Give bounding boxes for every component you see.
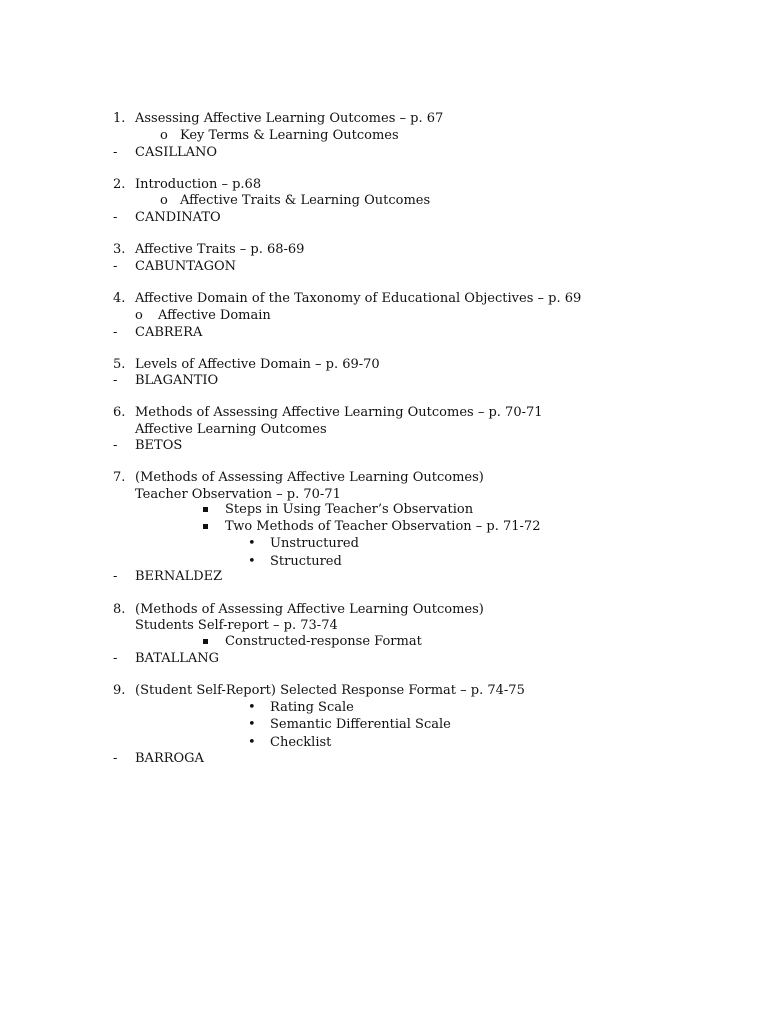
assignee-name: BETOS xyxy=(135,438,183,453)
item-number: 8. xyxy=(113,602,126,617)
item-number: 7. xyxy=(113,470,126,485)
dash-marker: - xyxy=(113,651,118,666)
dash-marker: - xyxy=(113,145,118,160)
assignee-name: CABUNTAGON xyxy=(135,259,236,274)
sub-item: Affective Domain xyxy=(158,308,271,323)
item-title: Affective Domain of the Taxonomy of Educational Objectives – p. 69 xyxy=(135,291,582,306)
round-bullet-icon: • xyxy=(248,700,256,715)
square-bullet-item: Steps in Using Teacher’s Observation xyxy=(225,502,474,517)
round-bullet-item: Unstructured xyxy=(270,536,359,551)
sub-marker: o xyxy=(160,128,168,143)
square-bullet-item: Two Methods of Teacher Observation – p. 71-72 xyxy=(225,519,541,534)
item-title: Levels of Affective Domain – p. 69-70 xyxy=(135,357,380,372)
item-number: 3. xyxy=(113,242,126,257)
round-bullet-icon: • xyxy=(248,536,256,551)
dash-marker: - xyxy=(113,751,118,766)
dash-marker: - xyxy=(113,438,118,453)
item-number: 4. xyxy=(113,291,126,306)
round-bullet-icon: • xyxy=(248,554,256,569)
item-title: Methods of Assessing Affective Learning Outcomes – p. 70-71 xyxy=(135,405,543,420)
round-bullet-icon: • xyxy=(248,717,256,732)
item-subtitle: Teacher Observation – p. 70-71 xyxy=(135,487,341,502)
round-bullet-item: Checklist xyxy=(270,735,332,750)
square-bullet-icon xyxy=(203,518,208,535)
dash-marker: - xyxy=(113,569,118,584)
sub-marker: o xyxy=(135,308,143,323)
round-bullet-item: Rating Scale xyxy=(270,700,354,715)
assignee-name: BATALLANG xyxy=(135,651,219,666)
sub-marker: o xyxy=(160,193,168,208)
item-number: 2. xyxy=(113,177,126,192)
assignee-name: CANDINATO xyxy=(135,210,221,225)
dash-marker: - xyxy=(113,325,118,340)
item-title: (Student Self-Report) Selected Response Format – p. 74-75 xyxy=(135,683,525,698)
dash-marker: - xyxy=(113,259,118,274)
assignee-name: BARROGA xyxy=(135,751,204,766)
item-number: 6. xyxy=(113,405,126,420)
square-bullet-icon xyxy=(203,501,208,518)
dash-marker: - xyxy=(113,210,118,225)
round-bullet-item: Semantic Differential Scale xyxy=(270,717,451,732)
item-title: (Methods of Assessing Affective Learning Outcomes) xyxy=(135,470,484,485)
dash-marker: - xyxy=(113,373,118,388)
item-title: Introduction – p.68 xyxy=(135,177,262,192)
round-bullet-item: Structured xyxy=(270,554,342,569)
assignee-name: BERNALDEZ xyxy=(135,569,223,584)
item-number: 1. xyxy=(113,111,126,126)
item-number: 9. xyxy=(113,683,126,698)
item-subtitle: Students Self-report – p. 73-74 xyxy=(135,618,338,633)
item-title: Affective Traits – p. 68-69 xyxy=(135,242,305,257)
sub-item: Affective Traits & Learning Outcomes xyxy=(180,193,431,208)
item-number: 5. xyxy=(113,357,126,372)
assignee-name: BLAGANTIO xyxy=(135,373,219,388)
item-title: (Methods of Assessing Affective Learning Outcomes) xyxy=(135,602,484,617)
item-title: Assessing Affective Learning Outcomes – p. 67 xyxy=(135,111,444,126)
round-bullet-icon: • xyxy=(248,735,256,750)
assignee-name: CASILLANO xyxy=(135,145,218,160)
square-bullet-item: Constructed-response Format xyxy=(225,634,422,649)
square-bullet-icon xyxy=(203,633,208,650)
assignee-name: CABRERA xyxy=(135,325,203,340)
sub-item: Key Terms & Learning Outcomes xyxy=(180,128,399,143)
item-subtitle: Affective Learning Outcomes xyxy=(135,422,327,437)
